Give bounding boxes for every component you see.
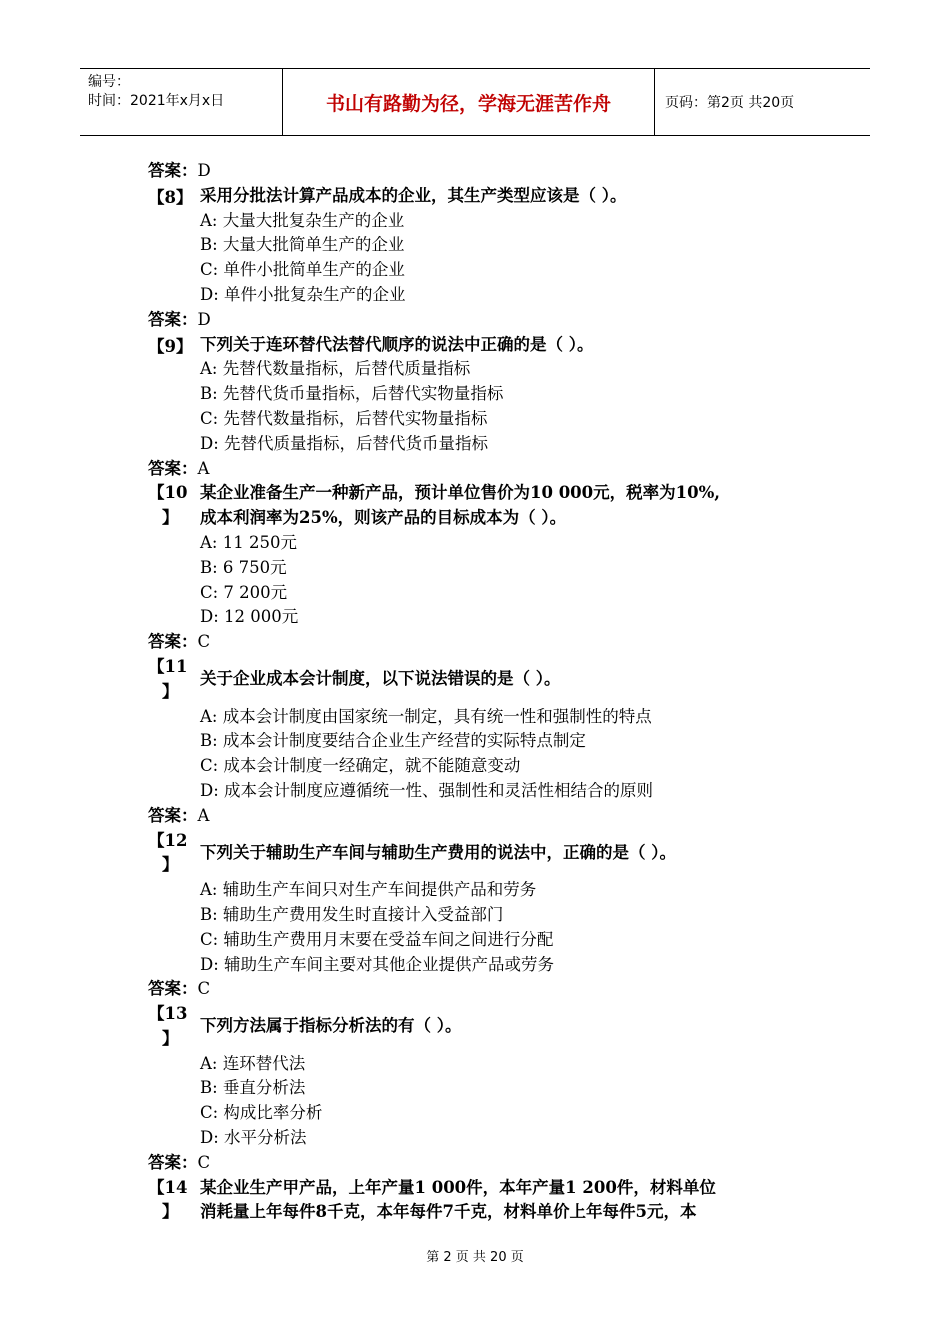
question-number: 【10 】	[148, 483, 188, 528]
header-number: 编号：	[88, 74, 130, 90]
answer-10: 答案：C	[148, 632, 211, 652]
page-header	[80, 68, 870, 136]
answer-9: 答案：A	[148, 458, 210, 478]
header-page-number: 页码：第2页 共20页	[665, 95, 795, 111]
option: C: 单件小批简单生产的企业	[200, 260, 405, 280]
question-10	[148, 481, 808, 531]
header-meta	[80, 69, 283, 135]
document-body	[148, 159, 808, 1225]
header-date: 时间：2021年x月x日	[88, 93, 225, 109]
question-number: 【13 】	[148, 1004, 188, 1048]
question-text: 某企业准备生产一种新产品，预计单位售价为10 000元，税率为10%, 成本利润率为25%，则该产品的目标成本为（ ）。	[200, 483, 721, 528]
question-11	[148, 655, 808, 705]
option: B: 大量大批简单生产的企业	[200, 235, 405, 255]
option: B: 垂直分析法	[200, 1078, 306, 1098]
option: D: 单件小批复杂生产的企业	[200, 284, 406, 304]
question-number: 【11 】	[148, 656, 188, 701]
answer-13: 答案：C	[148, 1152, 211, 1172]
page-footer: 第 2 页 共 20 页	[426, 1250, 524, 1265]
question-text: 下列方法属于指标分析法的有（ ）。	[200, 1016, 462, 1036]
question-12	[148, 829, 808, 879]
option: C: 构成比率分析	[200, 1103, 323, 1123]
question-8	[148, 184, 808, 209]
question-number: 【9】	[148, 336, 193, 356]
question-9	[148, 333, 808, 358]
question-number: 【12 】	[148, 830, 188, 875]
option: A: 大量大批复杂生产的企业	[200, 210, 405, 230]
option: C: 7 200元	[200, 582, 288, 602]
answer-12: 答案：C	[148, 979, 211, 999]
question-13	[148, 1002, 808, 1052]
answer-7: 答案：D	[148, 161, 211, 180]
question-text: 下列关于连环替代法替代顺序的说法中正确的是（ ）。	[200, 334, 594, 354]
option: D: 水平分析法	[200, 1128, 307, 1148]
option: B: 6 750元	[200, 557, 287, 577]
option: C: 先替代数量指标，后替代实物量指标	[200, 408, 488, 428]
question-text: 关于企业成本会计制度，以下说法错误的是（ ）。	[200, 668, 561, 688]
answer-8: 答案：D	[148, 309, 211, 329]
option: A: 辅助生产车间只对生产车间提供产品和劳务	[200, 880, 537, 900]
option: B: 成本会计制度要结合企业生产经营的实际特点制定	[200, 731, 586, 751]
option: A: 成本会计制度由国家统一制定，具有统一性和强制性的特点	[200, 706, 652, 726]
option: D: 成本会计制度应遵循统一性、强制性和灵活性相结合的原则	[200, 780, 654, 800]
question-14	[148, 1176, 808, 1226]
option: B: 辅助生产费用发生时直接计入受益部门	[200, 904, 504, 924]
answer-11: 答案：A	[148, 805, 210, 825]
question-text: 某企业生产甲产品，上年产量1 000件，本年产量1 200件，材料单位 消耗量上年每件8千克，本年每件7千克，材料单价上年每件5元，本	[200, 1177, 716, 1222]
option: A: 11 250元	[200, 532, 297, 552]
option: D: 辅助生产车间主要对其他企业提供产品或劳务	[200, 954, 555, 974]
option: A: 先替代数量指标，后替代质量指标	[200, 359, 471, 379]
option: C: 辅助生产费用月末要在受益车间之间进行分配	[200, 929, 554, 949]
question-text: 采用分批法计算产品成本的企业，其生产类型应该是（ ）。	[200, 185, 627, 205]
header-motto: 书山有路勤为径，学海无涯苦作舟	[283, 69, 655, 135]
option: B: 先替代货币量指标，后替代实物量指标	[200, 384, 504, 404]
question-number: 【14 】	[148, 1177, 188, 1222]
question-text: 下列关于辅助生产车间与辅助生产费用的说法中，正确的是（ ）。	[200, 842, 676, 862]
option: C: 成本会计制度一经确定，就不能随意变动	[200, 756, 521, 776]
option: D: 先替代质量指标，后替代货币量指标	[200, 433, 489, 453]
option: D: 12 000元	[200, 607, 299, 627]
option: A: 连环替代法	[200, 1053, 306, 1073]
question-number: 【8】	[148, 187, 193, 207]
